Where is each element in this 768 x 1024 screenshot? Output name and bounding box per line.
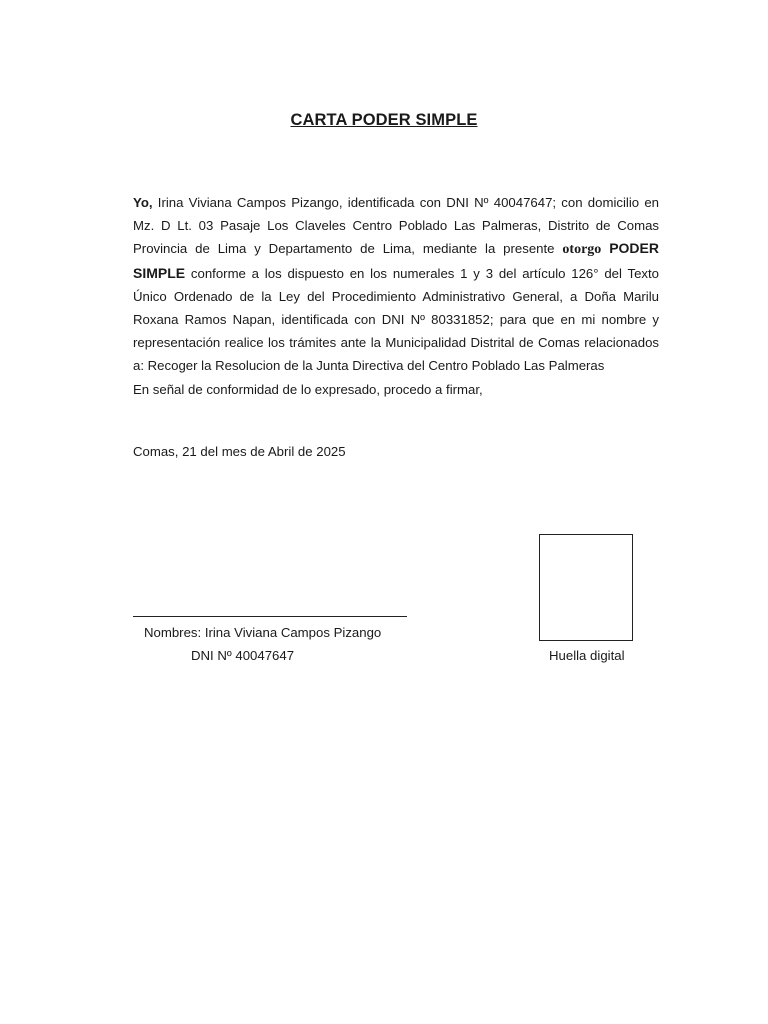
body-text-part1: Irina Viviana Campos Pizango, identificada con DNI Nº 40047647; con domicilio en Mz. D Lt. 03 Pasaje Los Claveles Centro Poblado Las Palmeras, Distrito de Comas Provincia de Lima y Departamento de Lima, mediante la presente: [133, 195, 659, 257]
date-line: Comas, 21 del mes de Abril de 2025: [133, 444, 346, 459]
fingerprint-box: [539, 534, 633, 641]
closing-line: En señal de conformidad de lo expresado, procedo a firmar,: [133, 381, 483, 397]
body-text-part2: conforme a los dispuesto en los numerales 1 y 3 del artículo 126° del Texto Único Ordenado de la Ley del Procedimiento Administrativo General, a Doña Marilu Roxana Ramos Napan, identificada con DNI Nº 80331852; para que en mi nombre y representación realice los trámites ante la Municipalidad Distrital de Comas relacionados a: Recoger la Resolucion de la Junta Directiva del Centro Poblado Las Palmeras: [133, 265, 659, 374]
yo-text: Yo,: [133, 195, 153, 210]
signature-line: [133, 616, 407, 617]
document-body: [133, 191, 659, 401]
signer-name: Nombres: Irina Viviana Campos Pizango: [144, 625, 382, 640]
poder-simple-text: PODER SIMPLE: [133, 240, 659, 281]
signer-dni: DNI Nº 40047647: [191, 648, 295, 663]
document-title: CARTA PODER SIMPLE: [290, 111, 478, 129]
body-paragraph: [133, 191, 659, 378]
otorgo-text: otorgo: [562, 242, 602, 258]
fingerprint-label: Huella digital: [549, 648, 625, 663]
